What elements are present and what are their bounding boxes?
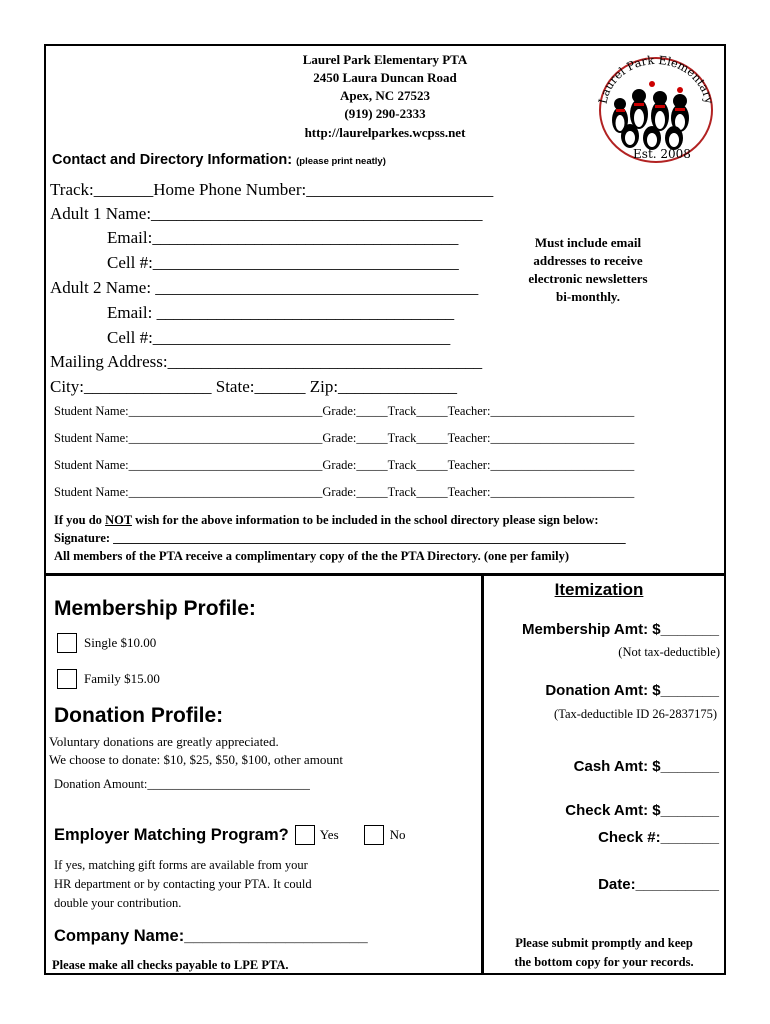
family-checkbox[interactable] bbox=[57, 669, 77, 689]
cash-amt-field[interactable]: Cash Amt: $_______ bbox=[573, 758, 719, 775]
membership-title: Membership Profile: bbox=[54, 597, 256, 620]
org-street: 2450 Laura Duncan Road bbox=[313, 70, 457, 85]
donation-options: We choose to donate: $10, $25, $50, $100, other amount bbox=[49, 752, 343, 767]
submit-note-1: Please submit promptly and keep bbox=[515, 936, 693, 950]
donation-title: Donation Profile: bbox=[54, 704, 224, 727]
membership-amt-field[interactable]: Membership Amt: $_______ bbox=[521, 621, 719, 638]
single-checkbox[interactable] bbox=[57, 633, 77, 653]
student-line[interactable]: Student Name:_______________________________Grade:_____Track_____Teacher:_______________________ bbox=[54, 485, 635, 499]
adult2-cell-field[interactable]: Cell #:___________________________________ bbox=[107, 328, 451, 347]
logo-est-text: Est. 2008 bbox=[633, 147, 691, 161]
adult1-cell-field[interactable]: Cell #:____________________________________ bbox=[107, 253, 459, 272]
column-divider bbox=[481, 573, 484, 975]
company-name-field[interactable]: Company Name:____________________ bbox=[54, 927, 368, 945]
section-divider bbox=[44, 573, 726, 576]
itemization-title: Itemization bbox=[554, 580, 644, 599]
city-state-zip-field[interactable]: City:_______________ State:______ Zip:______________ bbox=[50, 377, 458, 396]
adult2-email-field[interactable]: Email: ___________________________________ bbox=[107, 303, 455, 322]
student-line[interactable]: Student Name:_______________________________Grade:_____Track_____Teacher:_______________________ bbox=[54, 404, 635, 418]
date-field[interactable]: Date:__________ bbox=[598, 876, 719, 893]
donation-amt-field[interactable]: Donation Amt: $_______ bbox=[545, 682, 719, 699]
adult1-email-field[interactable]: Email:____________________________________ bbox=[107, 228, 459, 247]
student-line[interactable]: Student Name:_______________________________Grade:_____Track_____Teacher:_______________________ bbox=[54, 431, 635, 445]
check-amt-field[interactable]: Check Amt: $_______ bbox=[565, 802, 719, 819]
adult1-name-field[interactable]: Adult 1 Name:_______________________________________ bbox=[50, 204, 483, 223]
print-hint: (please print neatly) bbox=[296, 156, 386, 167]
org-city: Apex, NC 27523 bbox=[340, 88, 430, 103]
mailing-address-field[interactable]: Mailing Address:_____________________________________ bbox=[50, 352, 483, 371]
employer-no-checkbox[interactable] bbox=[364, 825, 384, 845]
employer-info-2: HR department or by contacting your PTA. It could bbox=[54, 877, 312, 891]
school-logo bbox=[590, 48, 722, 172]
logo-arc-text: Laurel Park Elementary bbox=[595, 52, 717, 106]
signature-field[interactable]: Signature: __________________________________________________________________________________ bbox=[54, 531, 626, 545]
submit-note-2: the bottom copy for your records. bbox=[514, 955, 694, 969]
email-note: Must include email addresses to receive electronic newsletters bi-monthly. bbox=[528, 235, 648, 304]
not-deductible-note: (Not tax-deductible) bbox=[618, 645, 720, 659]
org-phone: (919) 290-2333 bbox=[344, 106, 426, 121]
family-option[interactable]: Family $15.00 bbox=[57, 669, 160, 689]
org-name: Laurel Park Elementary PTA bbox=[302, 52, 468, 67]
student-line[interactable]: Student Name:_______________________________Grade:_____Track_____Teacher:_______________________ bbox=[54, 458, 635, 472]
employer-yes-checkbox[interactable] bbox=[295, 825, 315, 845]
employer-matching: Employer Matching Program? Yes No bbox=[54, 825, 406, 844]
org-url: http://laurelparkes.wcpss.net bbox=[304, 125, 466, 140]
contact-heading: Contact and Directory Information: (please print neatly) bbox=[52, 152, 386, 168]
checks-payable-note: Please make all checks payable to LPE PTA. bbox=[52, 958, 289, 972]
check-number-field[interactable]: Check #:_______ bbox=[598, 829, 719, 846]
tax-id-note: (Tax-deductible ID 26-2837175) bbox=[554, 707, 717, 721]
employer-info-1: If yes, matching gift forms are available from your bbox=[54, 858, 308, 872]
employer-info-3: double your contribution. bbox=[54, 896, 182, 910]
donation-appreciation: Voluntary donations are greatly appreciated. bbox=[49, 734, 279, 749]
adult2-name-field[interactable]: Adult 2 Name: ______________________________________ bbox=[50, 278, 479, 297]
track-phone-field[interactable]: Track:_______Home Phone Number:______________________ bbox=[50, 180, 494, 199]
members-note: All members of the PTA receive a complimentary copy of the the PTA Directory. (one per family) bbox=[54, 549, 570, 563]
single-option[interactable]: Single $10.00 bbox=[57, 633, 156, 653]
donation-amount-field[interactable]: Donation Amount:__________________________ bbox=[54, 777, 310, 791]
directory-optout: If you do NOT wish for the above information to be included in the school directory please sign below: bbox=[54, 513, 599, 527]
